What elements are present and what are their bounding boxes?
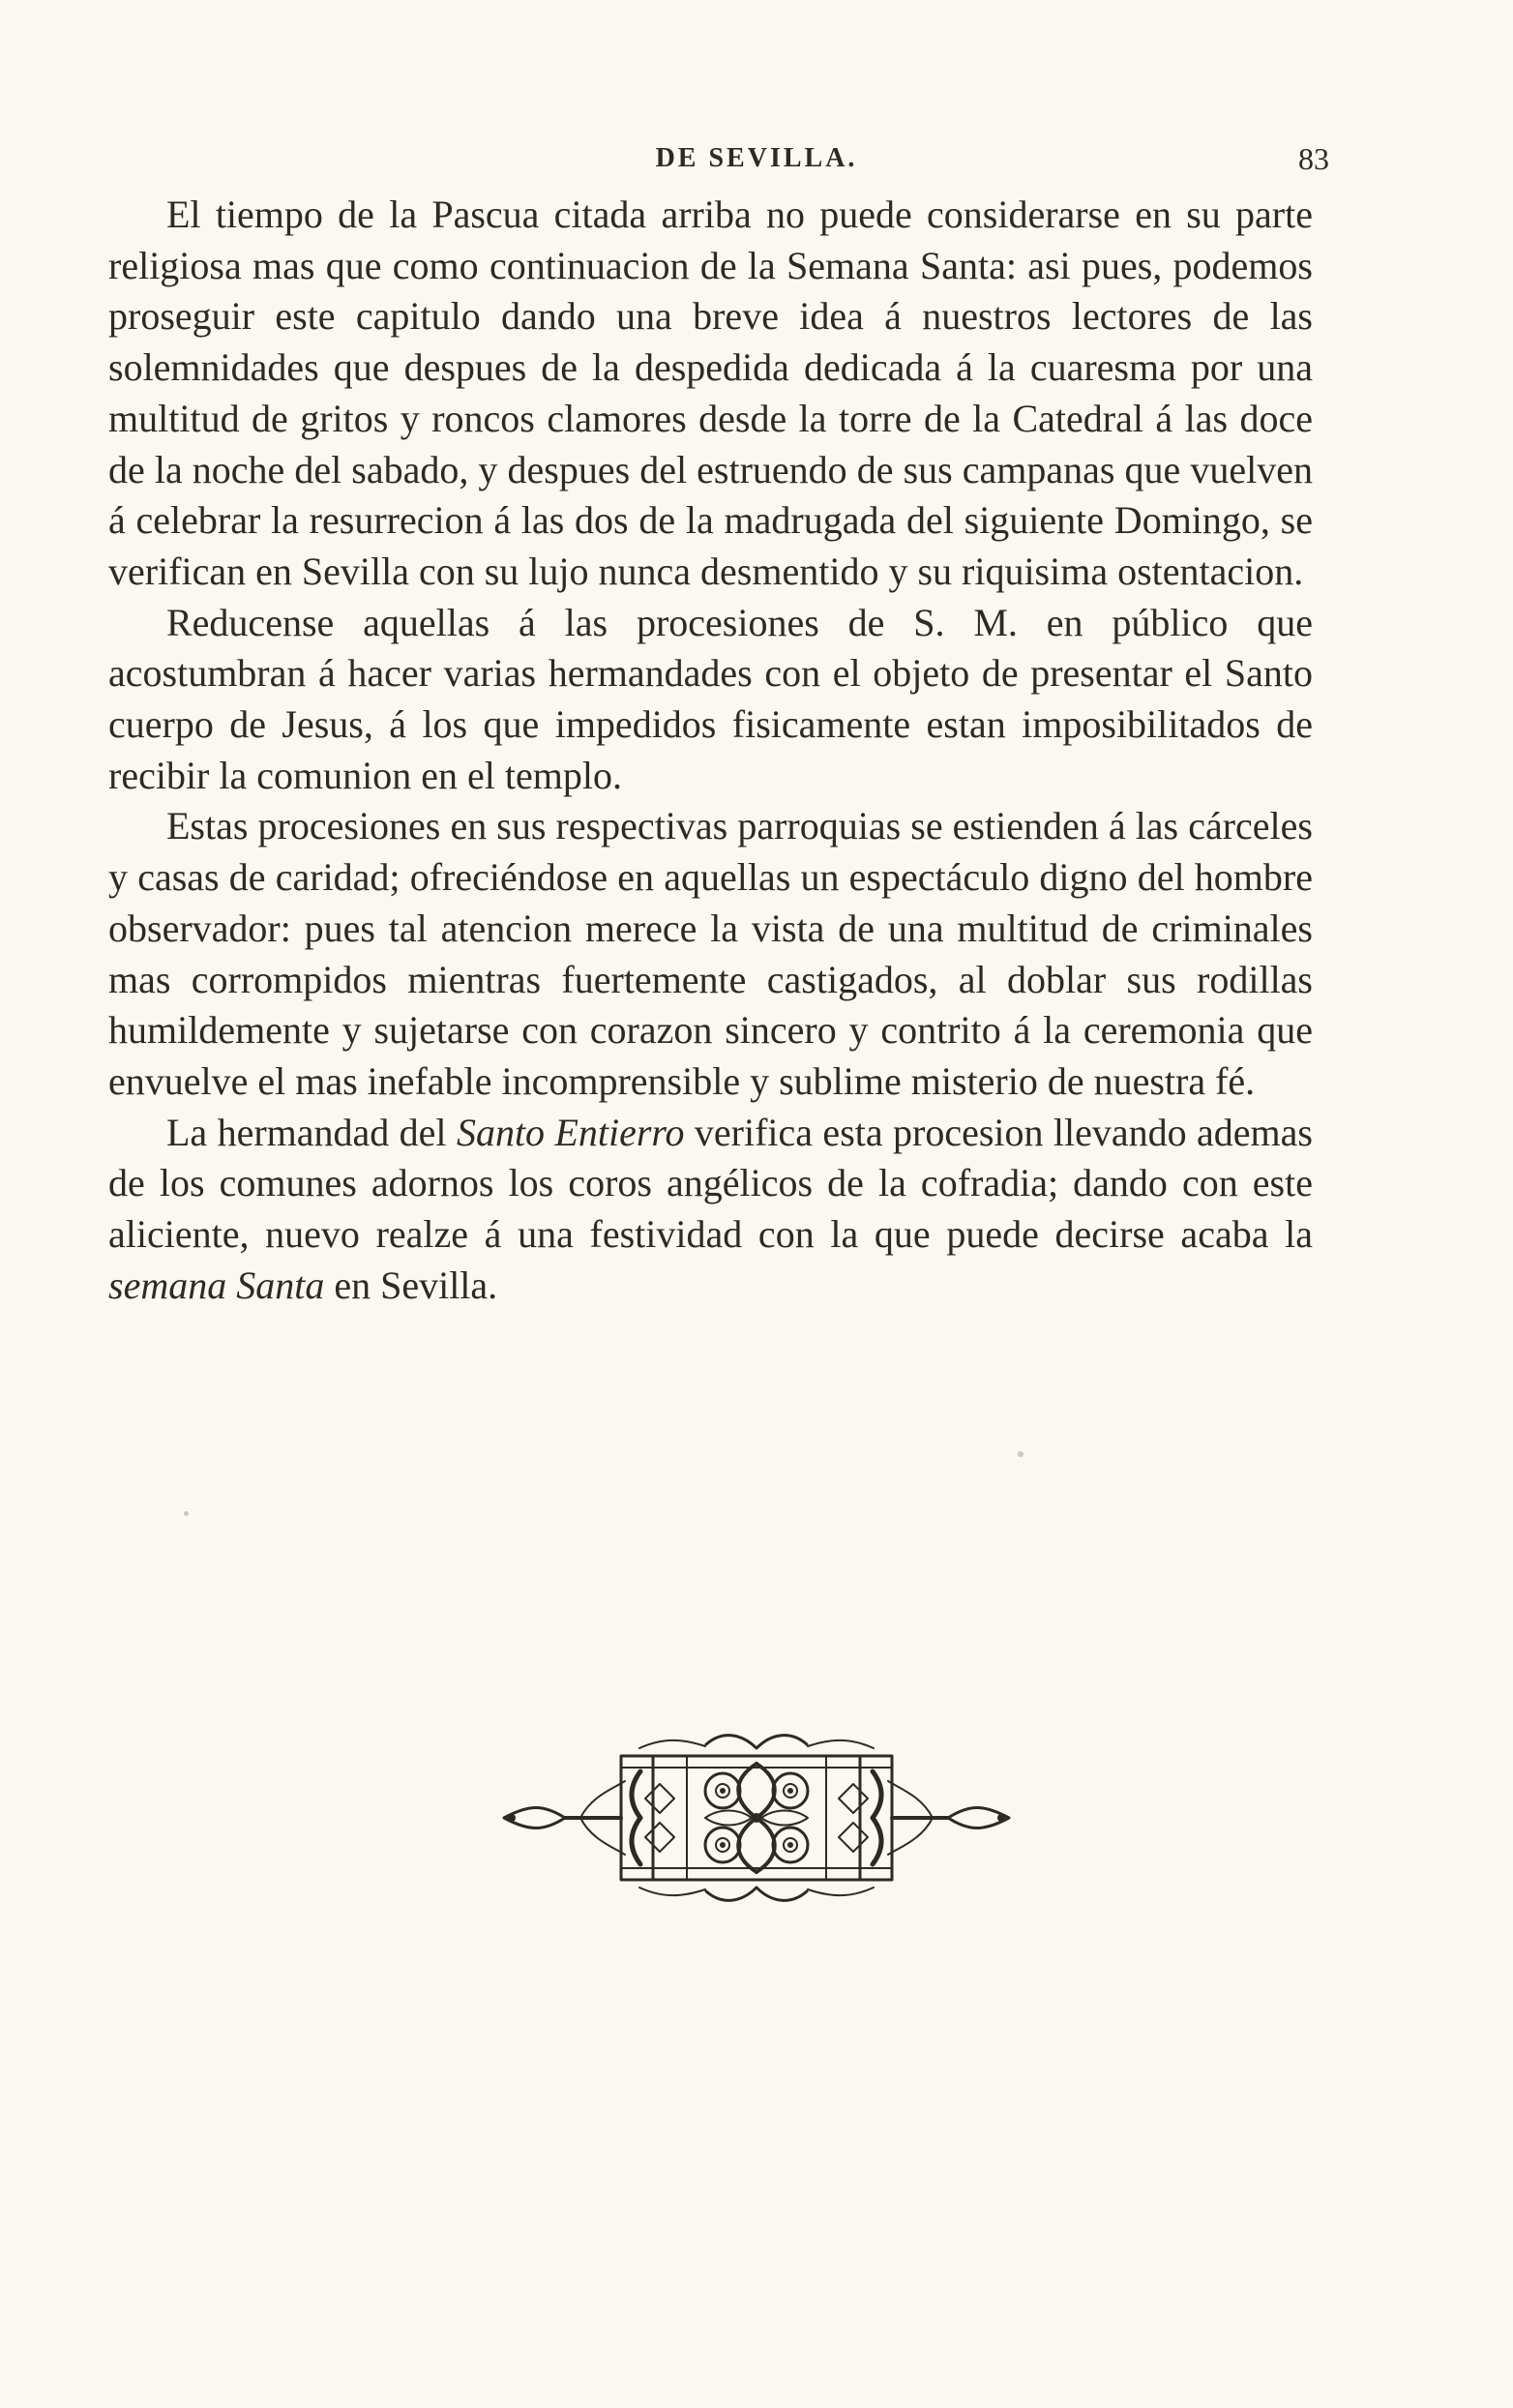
- paragraph-1: El tiempo de la Pascua citada arriba no puede considerarse en su parte religiosa mas que como continuacion de la Semana Santa: asi pues, podemos proseguir este capitulo dando una breve idea á nuestros lectores de las solemnidades que despues de la despedida dedicada á la cuaresma por una multitud de gritos y roncos clamores desde la torre de la Catedral á las doce de la noche del sabado, y despues del estruendo de sus campanas que vuelven á celebrar la resurrecion á las dos de la madrugada del siguiente Domingo, se verifican en Sevilla con su lujo nunca desmentido y su riquisima ostentacion.: [108, 193, 1313, 593]
- paragraph-3: Estas procesiones en sus respectivas parroquias se estienden á las cárceles y casas de caridad; ofreciéndose en aquellas un espectáculo digno del hombre observador: pues tal atencion merece la vista de una multitud de criminales mas corrompidos mientras fuertemente castigados, al doblar sus rodillas humildemente y sujetarse con corazon sincero y contrito á la ceremonia que envuelve el mas inefable incomprensible y sublime misterio de nuestra fé.: [108, 804, 1313, 1103]
- body-text: [108, 190, 1313, 1311]
- faint-print-mark: [1018, 1451, 1024, 1457]
- italic-phrase-santo-entierro: Santo Entierro: [456, 1110, 685, 1154]
- paragraph-2: Reducense aquellas á las procesiones de S. M. en público que acostumbran á hacer varias hermandades con el objeto de presentar el Santo cuerpo de Jesus, á los que impedidos fisicamente estan imposibilitados de recibir la comunion en el templo.: [108, 600, 1313, 797]
- page-number: 83: [1298, 141, 1329, 176]
- running-head: [0, 143, 1513, 182]
- paragraph-4-text-start: La hermandad del: [166, 1110, 457, 1154]
- paragraph-4: [108, 1108, 1313, 1312]
- italic-phrase-semana-santa: semana Santa: [108, 1263, 325, 1307]
- decorative-tailpiece-ornament-icon: [490, 1731, 1023, 1905]
- faint-print-mark: [184, 1511, 189, 1516]
- paragraph-4-text-middle: verifica esta procesion llevando ademas de los comunes adornos los coros angélicos de la cofradia; dando con este aliciente, nuevo realze á una festividad con la que puede decirse acaba la: [108, 1110, 1313, 1257]
- paragraph-4-text-end: en Sevilla.: [324, 1263, 498, 1307]
- running-title: DE SEVILLA.: [655, 143, 858, 173]
